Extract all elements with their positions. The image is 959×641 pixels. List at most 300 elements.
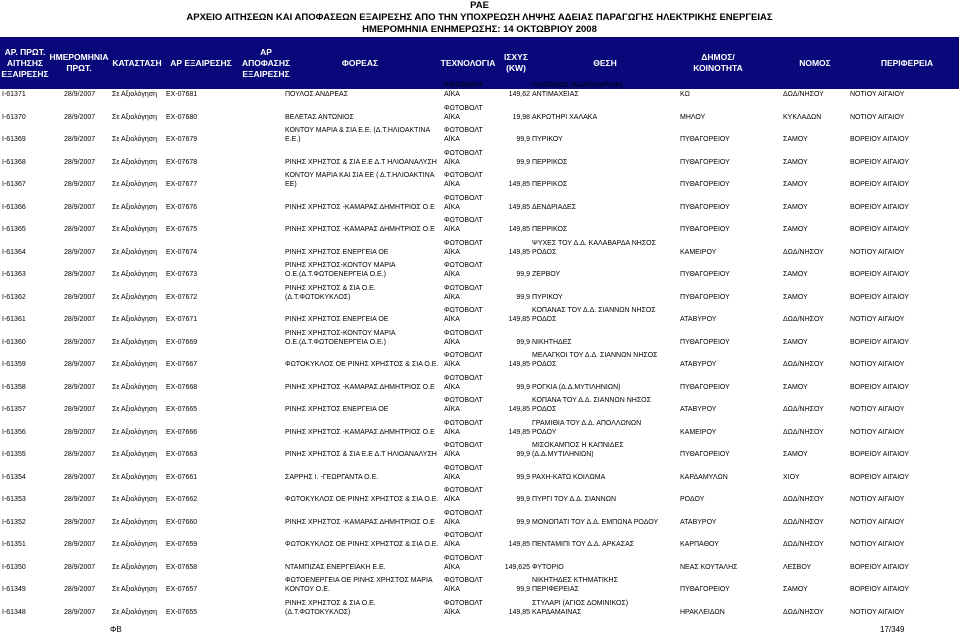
cell-ap-ex: ΕΧ-07657: [166, 586, 198, 593]
cell-foreas-line2: ΒΕΛΕΤΑΣ ΑΝΤΩΝΙΟΣ: [285, 113, 354, 121]
cell-power: 149,62: [508, 91, 530, 98]
cell-ap-ex: ΕΧ-07680: [166, 113, 198, 121]
table-row: [0, 260, 959, 283]
cell-dimos: ΑΤΑΒΥΡΟΥ: [680, 518, 717, 526]
cell-thesi-line2: ΠΕΝΤΑΜΙΠΙ ΤΟΥ Δ.Δ. ΑΡΚΑΣΑΣ: [532, 541, 635, 548]
cell-tech-line1: ΦΩΤΟΒΟΛΤ: [444, 554, 483, 562]
cell-ap-prot: Ι-61356: [2, 428, 26, 436]
cell-perifereia: ΝΟΤΙΟΥ ΑΙΓΑΙΟΥ: [850, 496, 905, 503]
cell-power: 149,625: [504, 563, 530, 571]
cell-perifereia: ΝΟΤΙΟΥ ΑΙΓΑΙΟΥ: [850, 91, 905, 98]
cell-date: 28/9/2007: [64, 496, 96, 503]
cell-foreas-line2: ΡΙΝΗΣ ΧΡΗΣΤΟΣ ΕΝΕΡΓΕΙΑ ΟΕ: [285, 248, 389, 256]
cell-ap-ex: ΕΧ-07673: [166, 271, 198, 278]
cell-ap-ex: ΕΧ-07663: [166, 451, 198, 458]
cell-dimos: ΝΕΑΣ ΚΟΥΤΑΛΗΣ: [680, 563, 738, 571]
cell-ap-prot: Ι-61365: [2, 226, 26, 233]
cell-perifereia: ΒΟΡΕΙΟΥ ΑΙΓΑΙΟΥ: [850, 473, 910, 481]
cell-status: Σε Αξιολόγηση: [112, 158, 158, 166]
cell-perifereia: ΝΟΤΙΟΥ ΑΙΓΑΙΟΥ: [850, 113, 905, 121]
cell-perifereia: ΝΟΤΙΟΥ ΑΙΓΑΙΟΥ: [850, 248, 905, 256]
table-row: [0, 350, 959, 373]
cell-tech-line2: ΑΪΚΑ: [444, 361, 460, 368]
cell-status: Σε Αξιολόγηση: [112, 541, 158, 548]
cell-tech-line1: ΦΩΤΟΒΟΛΤ: [444, 509, 483, 517]
cell-thesi-line2: ΡΑΧΗ-ΚΑΤΩ ΚΟΙΛΩΜΑ: [532, 473, 606, 481]
cell-thesi-line2: ΜΟΝΟΠΑΤΙ ΤΟΥ Δ.Δ. ΕΜΠΩΝΑ ΡΟΔΟΥ: [532, 518, 659, 526]
cell-perifereia: ΝΟΤΙΟΥ ΑΙΓΑΙΟΥ: [850, 316, 905, 323]
table-row: [0, 215, 959, 238]
cell-tech-line1: ΦΩΤΟΒΟΛΤ: [444, 374, 483, 382]
cell-power: 99,9: [516, 518, 530, 526]
cell-ap-ex: ΕΧ-07666: [166, 428, 198, 436]
cell-tech-line2: ΑΪΚΑ: [444, 383, 460, 391]
cell-dimos: ΠΥΘΑΓΟΡΕΙΟΥ: [680, 271, 730, 278]
cell-dimos: ΑΤΑΒΥΡΟΥ: [680, 406, 717, 413]
cell-status: Σε Αξιολόγηση: [112, 428, 158, 436]
cell-foreas-line2: Ο.Ε.(Δ.Τ.ΦΩΤΟΕΝΕΡΓΕΙΑ Ο.Ε.): [285, 338, 386, 346]
cell-ap-ex: ΕΧ-07677: [166, 181, 198, 188]
col-header-technology: ΤΕΧΝΟΛΟΓΙΑ: [440, 57, 496, 68]
cell-thesi-line2: ΡΟΔΟΣ: [532, 406, 557, 413]
cell-thesi-line2: ΠΕΡΡΙΚΟΣ: [532, 158, 568, 166]
cell-dimos: ΠΥΘΑΓΟΡΕΙΟΥ: [680, 383, 730, 391]
cell-foreas-line1: ΡΙΝΗΣ ΧΡΗΣΤΟΣ-ΚΟΝΤΟΥ ΜΑΡΙΑ: [285, 262, 396, 269]
cell-status: Σε Αξιολόγηση: [112, 496, 158, 503]
cell-power: 99,9: [516, 338, 530, 346]
table-row: [0, 598, 959, 621]
cell-thesi-line2: ΔΕΝΔΡΙΑΔΕΣ: [532, 203, 577, 211]
cell-tech-line1: ΦΩΤΟΒΟΛΤ: [444, 464, 483, 472]
cell-dimos: ΚΑΡΠΑΘΟΥ: [680, 541, 719, 548]
cell-tech-line2: ΑΪΚΑ: [444, 451, 460, 458]
cell-status: Σε Αξιολόγηση: [112, 338, 158, 346]
cell-date: 28/9/2007: [64, 113, 96, 121]
table-row: [0, 530, 959, 553]
cell-status: Σε Αξιολόγηση: [112, 181, 158, 188]
cell-nomos: ΔΩΔ/ΝΗΣΟΥ: [783, 608, 824, 616]
cell-power: 149,85: [508, 541, 530, 548]
table-row: [0, 80, 959, 103]
cell-nomos: ΣΑΜΟΥ: [783, 158, 808, 166]
cell-tech-line1: ΦΩΤΟΒΟΛΤ: [444, 352, 483, 359]
cell-thesi-line2: ΠΕΡΡΙΚΟΣ: [532, 181, 568, 188]
cell-ap-prot: Ι-61351: [2, 541, 26, 548]
cell-ap-ex: ΕΧ-07675: [166, 226, 198, 233]
cell-tech-line2: ΑΪΚΑ: [444, 428, 460, 436]
cell-date: 28/9/2007: [64, 406, 96, 413]
cell-tech-line2: ΑΪΚΑ: [444, 226, 460, 233]
cell-status: Σε Αξιολόγηση: [112, 518, 158, 526]
cell-status: Σε Αξιολόγηση: [112, 451, 158, 458]
cell-foreas-line2: (Δ.Τ.ΦΩΤΟΚΥΚΛΟΣ): [285, 293, 351, 301]
table-row: [0, 193, 959, 216]
table-row: [0, 373, 959, 396]
cell-ap-prot: Ι-61357: [2, 406, 26, 413]
cell-status: Σε Αξιολόγηση: [112, 203, 158, 211]
cell-tech-line1: ΦΩΤΟΒΟΛΤ: [444, 487, 483, 494]
cell-tech-line1: ΦΩΤΟΒΟΛΤ: [444, 239, 483, 247]
cell-ap-prot: Ι-61355: [2, 451, 26, 458]
cell-status: Σε Αξιολόγηση: [112, 136, 158, 143]
cell-foreas-line2: Ε.Ε.): [285, 136, 301, 143]
cell-thesi-line2: ΠΕΡΡΙΚΟΣ: [532, 226, 568, 233]
cell-power: 149,85: [508, 361, 530, 368]
cell-ap-prot: Ι-61367: [2, 181, 26, 188]
cell-dimos: ΜΗΛΟΥ: [680, 113, 706, 121]
cell-foreas-line2: ΡΙΝΗΣ ΧΡΗΣΤΟΣ & ΣΙΑ Ε.Ε Δ.Τ ΗΛΙΟΑΝΑΛΥΣΗ: [285, 158, 437, 166]
cell-tech-line1: ΦΩΤΟΒΟΛΤ: [444, 397, 483, 404]
cell-status: Σε Αξιολόγηση: [112, 113, 158, 121]
cell-foreas-line1: ΦΩΤΟΕΝΕΡΓΕΙΑ ΟΕ ΡΙΝΗΣ ΧΡΗΣΤΟΣ ΜΑΡΙΑ: [285, 577, 433, 584]
cell-status: Σε Αξιολόγηση: [112, 293, 158, 301]
cell-nomos: ΣΑΜΟΥ: [783, 136, 808, 143]
cell-status: Σε Αξιολόγηση: [112, 248, 158, 256]
cell-ap-ex: ΕΧ-07671: [166, 316, 198, 323]
cell-ap-ex: ΕΧ-07667: [166, 361, 198, 368]
cell-thesi-line1: ΝΙΚΗΤΗΔΕΣ ΚΤΗΜΑΤΙΚΗΣ: [532, 577, 618, 584]
cell-ap-ex: ΕΧ-07679: [166, 136, 198, 143]
table-row: [0, 553, 959, 576]
cell-power: 149,85: [508, 316, 530, 323]
cell-dimos: ΚΩ: [680, 91, 690, 98]
cell-nomos: ΣΑΜΟΥ: [783, 271, 808, 278]
cell-thesi-line1: ΚΟΠΑΝΑΣ ΤΟΥ Δ.Δ. ΣΙΑΝΝΩΝ ΝΗΣΟΣ: [532, 307, 656, 314]
cell-date: 28/9/2007: [64, 451, 96, 458]
cell-foreas-line2: ΡΙΝΗΣ ΧΡΗΣΤΟΣ -ΚΑΜΑΡΑΣ ΔΗΜΗΤΡΙΟΣ Ο.Ε: [285, 383, 435, 391]
cell-power: 149,85: [508, 428, 530, 436]
cell-dimos: ΠΥΘΑΓΟΡΕΙΟΥ: [680, 451, 730, 458]
cell-thesi-line2: ΡΟΔΟΥ: [532, 428, 557, 436]
cell-tech-line2: ΑΪΚΑ: [444, 293, 460, 301]
cell-nomos: ΔΩΔ/ΝΗΣΟΥ: [783, 496, 824, 503]
cell-thesi-line1: ΓΡΑΜΙΘΙΑ ΤΟΥ Δ.Δ. ΑΠΟΛΛΩΝΩΝ: [532, 419, 642, 427]
cell-thesi-line1: ΜΙΣΟΚΑΜΠΟΣ Η ΚΑΠΝΙΔΕΣ: [532, 442, 624, 449]
cell-perifereia: ΒΟΡΕΙΟΥ ΑΙΓΑΙΟΥ: [850, 383, 910, 391]
cell-dimos: ΚΑΡΔΑΜΥΛΩΝ: [680, 473, 728, 481]
cell-ap-prot: Ι-61360: [2, 338, 26, 346]
cell-perifereia: ΝΟΤΙΟΥ ΑΙΓΑΙΟΥ: [850, 428, 905, 436]
cell-ap-ex: ΕΧ-07665: [166, 406, 198, 413]
cell-nomos: ΣΑΜΟΥ: [783, 586, 808, 593]
cell-foreas-line1: ΚΟΝΤΟΥ ΜΑΡΙΑ & ΣΙΑ Ε.Ε. (Δ.Τ.ΗΛΙΟΑΚΤΙΝΑ: [285, 127, 431, 134]
cell-perifereia: ΒΟΡΕΙΟΥ ΑΙΓΑΙΟΥ: [850, 136, 910, 143]
col-header-perifereia: ΠΕΡΙΦΕΡΕΙΑ: [880, 57, 934, 68]
cell-power: 149,85: [508, 248, 530, 256]
table-row: [0, 328, 959, 351]
footer-left: ΦΒ: [110, 625, 122, 634]
cell-perifereia: ΒΟΡΕΙΟΥ ΑΙΓΑΙΟΥ: [850, 203, 910, 211]
cell-perifereia: ΒΟΡΕΙΟΥ ΑΙΓΑΙΟΥ: [850, 158, 910, 166]
cell-nomos: ΔΩΔ/ΝΗΣΟΥ: [783, 406, 824, 413]
cell-ap-prot: Ι-61354: [2, 473, 26, 481]
cell-nomos: ΔΩΔ/ΝΗΣΟΥ: [783, 316, 824, 323]
cell-date: 28/9/2007: [64, 226, 96, 233]
cell-dimos: ΠΥΘΑΓΟΡΕΙΟΥ: [680, 338, 730, 346]
cell-ap-ex: ΕΧ-07674: [166, 248, 198, 256]
cell-tech-line2: ΑΪΚΑ: [444, 518, 460, 526]
cell-ap-prot: Ι-61352: [2, 518, 26, 526]
col-header-dimos: ΔΗΜΟΣ/ ΚΟΙΝΟΤΗΤΑ: [693, 52, 743, 73]
cell-power: 99,9: [516, 451, 530, 458]
cell-foreas-line2: ΝΤΑΜΠΙΖΑΣ ΕΝΕΡΓΕΙΑΚΗ Ε.Ε.: [285, 563, 386, 571]
cell-perifereia: ΒΟΡΕΙΟΥ ΑΙΓΑΙΟΥ: [850, 271, 910, 278]
cell-status: Σε Αξιολόγηση: [112, 608, 158, 616]
cell-ap-prot: Ι-61370: [2, 113, 26, 121]
cell-tech-line2: ΑΪΚΑ: [444, 248, 460, 256]
cell-nomos: ΣΑΜΟΥ: [783, 338, 808, 346]
cell-tech-line2: ΑΪΚΑ: [444, 608, 460, 616]
cell-date: 28/9/2007: [64, 91, 96, 98]
cell-date: 28/9/2007: [64, 293, 96, 301]
col-header-ap-prot: ΑΡ. ΠΡΩΤ. ΑΙΤΗΣΗΣ ΕΞΑΙΡΕΣΗΣ: [1, 46, 49, 79]
cell-tech-line1: ΦΩΤΟΒΟΛΤ: [444, 577, 483, 584]
cell-nomos: ΚΥΚΛΑΔΩΝ: [783, 113, 822, 121]
cell-tech-line1: ΦΩΤΟΒΟΛΤ: [444, 419, 483, 427]
cell-tech-line2: ΑΪΚΑ: [444, 316, 460, 323]
cell-status: Σε Αξιολόγηση: [112, 226, 158, 233]
cell-perifereia: ΝΟΤΙΟΥ ΑΙΓΑΙΟΥ: [850, 608, 905, 616]
report-update-date: ΗΜΕΡΟΜΗΝΙΑ ΕΝΗΜΕΡΩΣΗΣ: 14 ΟΚΤΩΒΡΙΟΥ 2008: [362, 24, 597, 35]
cell-nomos: ΔΩΔ/ΝΗΣΟΥ: [783, 361, 824, 368]
cell-tech-line1: ΦΩΤΟΒΟΛΤ: [444, 307, 483, 314]
cell-date: 28/9/2007: [64, 586, 96, 593]
cell-tech-line2: ΑΪΚΑ: [444, 271, 460, 278]
cell-tech-line1: ΦΩΤΟΒΟΛΤ: [444, 172, 483, 179]
cell-foreas-line2: ΡΙΝΗΣ ΧΡΗΣΤΟΣ -ΚΑΜΑΡΑΣ ΔΗΜΗΤΡΙΟΣ Ο.Ε: [285, 428, 435, 436]
cell-dimos: ΑΤΑΒΥΡΟΥ: [680, 361, 717, 368]
col-header-status: ΚΑΤΑΣΤΑΣΗ: [112, 57, 162, 68]
table-row: [0, 283, 959, 306]
cell-tech-line2: ΑΪΚΑ: [444, 203, 460, 211]
cell-date: 28/9/2007: [64, 271, 96, 278]
cell-ap-ex: ΕΧ-07659: [166, 541, 198, 548]
cell-foreas-line2: ΡΙΝΗΣ ΧΡΗΣΤΟΣ ΕΝΕΡΓΕΙΑ ΟΕ: [285, 406, 389, 413]
cell-perifereia: ΒΟΡΕΙΟΥ ΑΙΓΑΙΟΥ: [850, 338, 910, 346]
cell-tech-line2: ΑΪΚΑ: [444, 496, 460, 503]
report-org: ΡΑΕ: [470, 0, 489, 11]
cell-dimos: ΠΥΘΑΓΟΡΕΙΟΥ: [680, 181, 730, 188]
cell-foreas-line2: ΦΩΤΟΚΥΚΛΟΣ ΟΕ ΡΙΝΗΣ ΧΡΗΣΤΟΣ & ΣΙΑ Ο.Ε.: [285, 361, 439, 368]
cell-foreas-line2: ΕΕ): [285, 181, 297, 188]
cell-ap-ex: ΕΧ-07676: [166, 203, 198, 211]
cell-perifereia: ΒΟΡΕΙΟΥ ΑΙΓΑΙΟΥ: [850, 451, 910, 458]
cell-dimos: ΚΑΜΕΙΡΟΥ: [680, 248, 717, 256]
cell-thesi-line1: ΠΛΑΤΑΝΟΣ (ΚΑΛΟΚΑΙΡΙΝΗ): [532, 82, 624, 89]
cell-dimos: ΚΑΜΕΙΡΟΥ: [680, 428, 717, 436]
cell-nomos: ΣΑΜΟΥ: [783, 383, 808, 391]
report-title: ΑΡΧΕΙΟ ΑΙΤΗΣΕΩΝ ΚΑΙ ΑΠΟΦΑΣΕΩΝ ΕΞΑΙΡΕΣΗΣ ΑΠΟ ΤΗΝ ΥΠΟΧΡΕΩΣΗ ΛΗΨΗΣ ΑΔΕΙΑΣ ΠΑΡΑΓΩΓΗΣ ΗΛΕΚΤΡΙΚΗΣ ΕΝΕΡΓΕΙΑΣ: [186, 12, 773, 23]
cell-date: 28/9/2007: [64, 136, 96, 143]
cell-thesi-line2: ΡΟΔΟΣ: [532, 316, 557, 323]
cell-power: 99,9: [516, 293, 530, 301]
cell-date: 28/9/2007: [64, 608, 96, 616]
cell-tech-line2: ΑΪΚΑ: [444, 406, 460, 413]
cell-ap-ex: ΕΧ-07678: [166, 158, 198, 166]
cell-power: 99,9: [516, 271, 530, 278]
cell-nomos: ΧΙΟΥ: [783, 473, 800, 481]
cell-perifereia: ΝΟΤΙΟΥ ΑΙΓΑΙΟΥ: [850, 406, 905, 413]
cell-foreas-line2: (Δ.Τ.ΦΩΤΟΚΥΚΛΟΣ): [285, 608, 351, 616]
cell-foreas-line2: Ο.Ε.(Δ.Τ.ΦΩΤΟΕΝΕΡΓΕΙΑ Ο.Ε.): [285, 271, 386, 278]
table-row: [0, 170, 959, 193]
cell-status: Σε Αξιολόγηση: [112, 406, 158, 413]
table-row: [0, 463, 959, 486]
cell-foreas-line2: ΡΙΝΗΣ ΧΡΗΣΤΟΣ ΕΝΕΡΓΕΙΑ ΟΕ: [285, 316, 389, 323]
cell-date: 28/9/2007: [64, 338, 96, 346]
table-row: [0, 148, 959, 171]
cell-ap-ex: ΕΧ-07660: [166, 518, 198, 526]
cell-foreas-line2: ΚΟΝΤΟΥ Ο.Ε.: [285, 586, 330, 593]
cell-date: 28/9/2007: [64, 473, 96, 481]
cell-tech-line2: ΑΪΚΑ: [444, 563, 460, 571]
cell-tech-line1: ΦΩΤΟΒΟΛΤ: [444, 82, 483, 89]
cell-ap-prot: Ι-61359: [2, 361, 26, 368]
cell-dimos: ΠΥΘΑΓΟΡΕΙΟΥ: [680, 226, 730, 233]
cell-dimos: ΠΥΘΑΓΟΡΕΙΟΥ: [680, 158, 730, 166]
cell-foreas-line2: ΡΙΝΗΣ ΧΡΗΣΤΟΣ -ΚΑΜΑΡΑΣ ΔΗΜΗΤΡΙΟΣ Ο.Ε: [285, 518, 435, 526]
cell-ap-prot: Ι-61363: [2, 271, 26, 278]
cell-dimos: ΠΥΘΑΓΟΡΕΙΟΥ: [680, 586, 730, 593]
cell-ap-prot: Ι-61358: [2, 383, 26, 391]
cell-perifereia: ΝΟΤΙΟΥ ΑΙΓΑΙΟΥ: [850, 541, 905, 548]
cell-dimos: ΗΡΑΚΛΕΙΔΩΝ: [680, 608, 725, 616]
cell-thesi-line2: ΠΕΡΙΦΕΡΕΙΑΣ: [532, 586, 579, 593]
cell-tech-line2: ΑΪΚΑ: [444, 541, 460, 548]
cell-ap-prot: Ι-61361: [2, 316, 26, 323]
cell-nomos: ΣΑΜΟΥ: [783, 203, 808, 211]
cell-power: 149,85: [508, 406, 530, 413]
cell-perifereia: ΒΟΡΕΙΟΥ ΑΙΓΑΙΟΥ: [850, 563, 910, 571]
cell-tech-line1: ΦΩΤΟΒΟΛΤ: [444, 104, 483, 112]
cell-ap-prot: Ι-61348: [2, 608, 26, 616]
cell-tech-line2: ΑΪΚΑ: [444, 158, 460, 166]
cell-tech-line1: ΦΩΤΟΒΟΛΤ: [444, 194, 483, 202]
cell-date: 28/9/2007: [64, 316, 96, 323]
col-header-ap-apofasis: ΑΡ ΑΠΟΦΑΣΗΣ ΕΞΑΙΡΕΣΗΣ: [241, 46, 291, 79]
col-header-ap-ex: ΑΡ ΕΞΑΙΡΕΣΗΣ: [170, 57, 232, 68]
cell-perifereia: ΝΟΤΙΟΥ ΑΙΓΑΙΟΥ: [850, 361, 905, 368]
cell-ap-prot: Ι-61362: [2, 293, 26, 301]
cell-nomos: ΣΑΜΟΥ: [783, 451, 808, 458]
cell-nomos: ΣΑΜΟΥ: [783, 293, 808, 301]
cell-ap-ex: ΕΧ-07669: [166, 338, 198, 346]
cell-status: Σε Αξιολόγηση: [112, 473, 158, 481]
cell-status: Σε Αξιολόγηση: [112, 383, 158, 391]
cell-tech-line2: ΑΪΚΑ: [444, 91, 460, 98]
cell-power: 149,85: [508, 226, 530, 233]
cell-power: 99,9: [516, 383, 530, 391]
cell-tech-line2: ΑΪΚΑ: [444, 181, 460, 188]
cell-nomos: ΔΩΔ/ΝΗΣΟΥ: [783, 91, 824, 98]
cell-date: 28/9/2007: [64, 203, 96, 211]
cell-thesi-line2: ΚΑΡΔΑΜΑΙΝΑΣ: [532, 608, 582, 616]
cell-thesi-line1: ΜΕΛΑΓΚΟΙ ΤΟΥ Δ.Δ. ΣΙΑΝΝΩΝ ΝΗΣΟΣ: [532, 352, 658, 359]
table-row: [0, 485, 959, 508]
cell-date: 28/9/2007: [64, 248, 96, 256]
cell-perifereia: ΒΟΡΕΙΟΥ ΑΙΓΑΙΟΥ: [850, 226, 910, 233]
cell-power: 149,85: [508, 203, 530, 211]
cell-date: 28/9/2007: [64, 383, 96, 391]
cell-perifereia: ΒΟΡΕΙΟΥ ΑΙΓΑΙΟΥ: [850, 293, 910, 301]
cell-thesi-line2: ΑΝΤΙΜΑΧΕΙΑΣ: [532, 91, 579, 98]
cell-ap-ex: ΕΧ-07661: [166, 473, 198, 481]
cell-thesi-line2: ΠΥΡΓΙ ΤΟΥ Δ.Δ. ΣΙΑΝΝΩΝ: [532, 496, 617, 503]
cell-thesi-line2: ΑΚΡΩΤΗΡΙ ΧΑΛΑΚΑ: [532, 113, 598, 121]
table-row: [0, 238, 959, 261]
cell-perifereia: ΝΟΤΙΟΥ ΑΙΓΑΙΟΥ: [850, 518, 905, 526]
cell-thesi-line2: ΡΟΔΟΣ: [532, 361, 557, 368]
cell-status: Σε Αξιολόγηση: [112, 316, 158, 323]
cell-ap-ex: ΕΧ-07668: [166, 383, 198, 391]
cell-date: 28/9/2007: [64, 428, 96, 436]
table-row: [0, 508, 959, 531]
cell-foreas-line2: ΡΙΝΗΣ ΧΡΗΣΤΟΣ & ΣΙΑ Ε.Ε Δ.Τ ΗΛΙΟΑΝΑΛΥΣΗ: [285, 451, 437, 458]
cell-status: Σε Αξιολόγηση: [112, 586, 158, 593]
cell-tech-line1: ΦΩΤΟΒΟΛΤ: [444, 149, 483, 157]
cell-foreas-line2: ΠΟΥΛΟΣ ΑΝΔΡΕΑΣ: [285, 91, 349, 98]
cell-ap-prot: Ι-61353: [2, 496, 26, 503]
cell-foreas-line2: ΦΩΤΟΚΥΚΛΟΣ ΟΕ ΡΙΝΗΣ ΧΡΗΣΤΟΣ & ΣΙΑ Ο.Ε.: [285, 496, 439, 503]
cell-power: 19,98: [512, 113, 530, 121]
cell-status: Σε Αξιολόγηση: [112, 563, 158, 571]
cell-dimos: ΑΤΑΒΥΡΟΥ: [680, 316, 717, 323]
cell-tech-line2: ΑΪΚΑ: [444, 113, 460, 121]
cell-tech-line1: ΦΩΤΟΒΟΛΤ: [444, 284, 483, 292]
cell-foreas-line2: ΡΙΝΗΣ ΧΡΗΣΤΟΣ -ΚΑΜΑΡΑΣ ΔΗΜΗΤΡΙΟΣ Ο.Ε: [285, 226, 435, 233]
cell-foreas-line1: ΡΙΝΗΣ ΧΡΗΣΤΟΣ & ΣΙΑ Ο.Ε.: [285, 599, 376, 607]
cell-tech-line2: ΑΪΚΑ: [444, 338, 460, 346]
cell-date: 28/9/2007: [64, 518, 96, 526]
col-header-thesi: ΘΕΣΗ: [593, 57, 617, 68]
cell-thesi-line1: ΨΥΧΕΣ ΤΟΥ Δ.Δ. ΚΑΛΑΒΑΡΔΑ ΝΗΣΟΣ: [532, 239, 656, 247]
cell-power: 99,9: [516, 586, 530, 593]
cell-perifereia: ΒΟΡΕΙΟΥ ΑΙΓΑΙΟΥ: [850, 181, 910, 188]
cell-tech-line1: ΦΩΤΟΒΟΛΤ: [444, 599, 483, 607]
cell-ap-prot: Ι-61368: [2, 158, 26, 166]
cell-thesi-line2: (Δ.Δ.ΜΥΤΙΛΗΝΙΩΝ): [532, 451, 594, 458]
cell-foreas-line1: ΚΟΝΤΟΥ ΜΑΡΙΑ ΚΑΙ ΣΙΑ ΕΕ ( Δ.Τ.ΗΛΙΟΑΚΤΙΝΑ: [285, 172, 435, 179]
cell-nomos: ΔΩΔ/ΝΗΣΟΥ: [783, 518, 824, 526]
cell-thesi-line2: ΠΥΡΙΚΟΥ: [532, 293, 563, 301]
col-header-date: ΗΜΕΡΟΜΗΝΙΑ ΠΡΩΤ.: [49, 52, 109, 73]
col-header-foreas: ΦΟΡΕΑΣ: [341, 57, 379, 68]
table-row: [0, 575, 959, 598]
cell-status: Σε Αξιολόγηση: [112, 271, 158, 278]
cell-power: 149,85: [508, 608, 530, 616]
cell-tech-line2: ΑΪΚΑ: [444, 586, 460, 593]
cell-ap-prot: Ι-61366: [2, 203, 26, 211]
cell-thesi-line1: ΣΤΥΛΑΡΙ (ΑΓΙΟΣ ΔΟΜΙΝΙΚΟΣ): [532, 599, 629, 607]
cell-ap-prot: Ι-61364: [2, 248, 26, 256]
cell-power: 99,9: [516, 473, 530, 481]
records-table: [0, 80, 959, 620]
cell-foreas-line2: ΦΩΤΟΚΥΚΛΟΣ ΟΕ ΡΙΝΗΣ ΧΡΗΣΤΟΣ & ΣΙΑ Ο.Ε.: [285, 541, 439, 548]
cell-tech-line1: ΦΩΤΟΒΟΛΤ: [444, 442, 483, 449]
cell-dimos: ΠΥΘΑΓΟΡΕΙΟΥ: [680, 136, 730, 143]
cell-dimos: ΠΥΘΑΓΟΡΕΙΟΥ: [680, 203, 730, 211]
cell-perifereia: ΒΟΡΕΙΟΥ ΑΙΓΑΙΟΥ: [850, 586, 910, 593]
cell-ap-ex: ΕΧ-07672: [166, 293, 198, 301]
table-row: [0, 395, 959, 418]
cell-nomos: ΣΑΜΟΥ: [783, 226, 808, 233]
cell-dimos: ΠΥΘΑΓΟΡΕΙΟΥ: [680, 293, 730, 301]
cell-tech-line2: ΑΪΚΑ: [444, 473, 460, 481]
cell-ap-prot: Ι-61369: [2, 136, 26, 143]
cell-tech-line1: ΦΩΤΟΒΟΛΤ: [444, 329, 483, 337]
cell-thesi-line2: ΖΕΡΒΟΥ: [532, 271, 561, 278]
cell-tech-line1: ΦΩΤΟΒΟΛΤ: [444, 217, 483, 224]
